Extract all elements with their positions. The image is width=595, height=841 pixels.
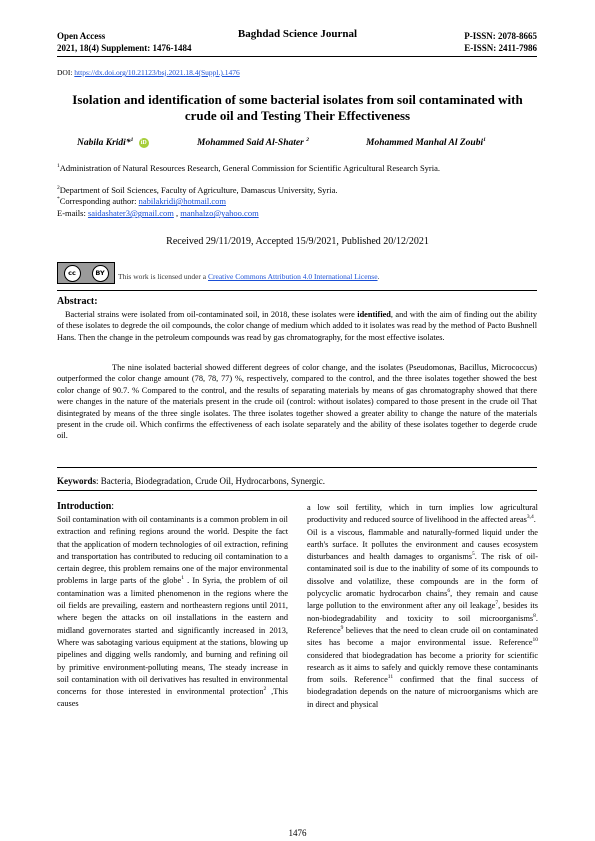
author-3 <box>366 138 486 148</box>
author-2 <box>197 138 309 148</box>
ref-sup-5: 5 <box>472 551 475 558</box>
license-rule <box>57 290 537 291</box>
intro-right-p2-b: . The risk of oil-contaminated soil is due to the inability of some of its compounds to dissolve and volatilize, these compounds are in the form of polycyclic aromatic hydrocarbon chains <box>307 552 538 599</box>
header-right <box>464 30 537 54</box>
volume-info: 2021, 18(4) Supplement: 1476-1484 <box>57 43 192 53</box>
open-access-label: Open Access <box>57 31 106 41</box>
affiliation-1-sup: 1 <box>57 163 60 170</box>
keywords-text: : Bacteria, Biodegradation, Crude Oil, Hydrocarbons, Synergic. <box>96 476 326 486</box>
abstract-rule <box>57 467 537 468</box>
affiliation-2-text: Department of Soil Sciences, Faculty of Agriculture, Damascus University, Syria. <box>59 185 338 195</box>
author-2-sup: 2 <box>306 136 309 143</box>
affiliation-1-text: Administration of Natural Resources Research, General Commission for Scientific Agricultural Research Syria. <box>59 163 441 173</box>
corr-sup: * <box>57 196 60 203</box>
author-2-name: Mohammed Said Al-Shater <box>197 138 304 148</box>
corresponding-author <box>57 196 477 207</box>
affiliation-1 <box>57 163 477 174</box>
intro-left-b: . In Syria, the problem of oil contamination was a limited phenomenon in the regions where the oil fields are prevailing, eastern and northeastern regions until 2011, where begen the attacks on oil installations in the eastern and midland governorates started and significantly increased in 2013, Where was sabotaging various equipment at the stations, blowing up pipelines and digging wells randomly, and burning and refining oil by primitive environment-polluting means, The steady increase in soil contamination with oil derivatives has resulted in environmental concerns for those interested in environmental protection <box>57 576 288 697</box>
intro-left-column <box>57 514 288 711</box>
author-1-name: Nabila Kridi* <box>77 138 131 149</box>
intro-right-paragraph-1 <box>307 502 538 527</box>
license-text-prefix: This work is licensed under a <box>118 272 208 281</box>
emails-label: E-mails: <box>57 208 88 218</box>
ref-sup-7: 7 <box>495 600 499 607</box>
orcid-icon[interactable]: iD <box>140 140 147 146</box>
emails-line <box>57 208 477 219</box>
ref-sup-10: 10 <box>532 637 538 644</box>
intro-right-paragraph-2 <box>307 527 538 711</box>
doi-link[interactable]: https://dx.doi.org/10.21123/bsj.2021.18.4(Suppl.).1476 <box>74 68 240 77</box>
affiliation-2-sup: 2 <box>57 185 60 192</box>
p-issn: P-ISSN: 2078-8665 <box>464 31 537 41</box>
email-separator: , <box>173 208 181 218</box>
introduction-heading-colon: : <box>111 501 115 512</box>
cc-icon: cc <box>64 265 81 282</box>
corr-email-link[interactable]: nabilakridi@hotmail.com <box>138 196 226 206</box>
author-1 <box>77 138 149 148</box>
license-text <box>118 272 379 281</box>
keywords-line <box>57 476 325 486</box>
introduction-heading <box>57 501 114 512</box>
intro-right-p2-e: . Reference <box>307 613 538 635</box>
license-text-end: . <box>377 272 380 281</box>
abstract-p1-b: , and with the aim of finding out the ability of these isolates to degrede the oil compounds, the color change of medium which added to it isolates was read by the method of Pacto Bushnell Hans. Then the change in the petroleum compounds was read by gas chromatography, for the most effective isolates. <box>57 310 537 342</box>
dates-line: Received 29/11/2019, Accepted 15/9/2021, Published 20/12/2021 <box>166 236 429 247</box>
doi-line <box>57 68 240 77</box>
introduction-heading-text: Introduction <box>57 501 112 512</box>
intro-right-p1-sup: 3,4 <box>526 514 534 521</box>
journal-name: Baghdad Science Journal <box>237 28 358 40</box>
intro-right-p2-f: believes that the need to clean crude oil on contaminated sites has become a major environmental issue. Reference <box>307 625 538 648</box>
ref-sup-6: 6 <box>447 588 451 595</box>
cc-license-badge[interactable] <box>57 262 115 284</box>
abstract-paragraph-2: The nine isolated bacterial showed different degrees of color change, and the isolates (Pseudomonas, Bacillus, Micrococcus) outperformed the color change amount (78, 78, 77) %, respectively, compared to the control, and the three isolates together showed the best color change of 90.7. % Compared to the control, and the results of separating materials by means of gas chromatography showed that there were changes in the nature of the materials present in the crude oil (control: without isolates) compared to those present in the crude oil That disintegrated by means of the three single isolates. The three isolates together showed a greater ability to change the nature of the materials present in the crude oil. Which confirms the effectiveness of each isolate separately and the ability of these isolates together to degerde crude oil. <box>57 363 537 441</box>
ref-sup-11: 11 <box>387 674 394 681</box>
abstract-p1-a: Bacterial strains were isolated from oil-contaminated soil, in 2018, these isolates were <box>65 310 358 319</box>
intro-left-sup-1: 1 <box>181 575 184 582</box>
page-number: 1476 <box>288 828 307 838</box>
intro-right-p1-b: . <box>533 515 536 525</box>
keywords-rule <box>57 490 537 491</box>
abstract-heading: Abstract: <box>57 296 98 307</box>
license-link[interactable]: Creative Commons Attribution 4.0 International License <box>207 272 378 281</box>
paper-title: Isolation and identification of some bacterial isolates from soil contaminated with crude oil and Testing Their Effectiveness <box>72 92 523 123</box>
author-3-sup: 1 <box>483 136 486 143</box>
intro-left-paragraph <box>57 514 288 711</box>
intro-right-p2-h: confirmed that the final success of biodegradation depends on the nature of microorganisms which are in direct and physical <box>307 675 538 709</box>
abstract-p1-bold: identified <box>357 310 391 319</box>
intro-right-p2-c: , they remain and cause large pollution to the environment after any oil leakage <box>307 589 538 611</box>
author-1-sup: 1 <box>130 137 134 144</box>
intro-right-p1-a: a low soil fertility, which in turn implies low agricultural productivity and reduced source of livelihood in the affected areas <box>307 503 538 525</box>
intro-right-column <box>307 502 538 711</box>
ref-sup-9: 9 <box>340 625 344 632</box>
ref-sup-8: 8 <box>533 612 536 619</box>
email-3-link[interactable]: manhalzo@yahoo.com <box>180 208 259 218</box>
intro-left-sup-2: 2 <box>263 686 267 693</box>
keywords-label: Keywords <box>57 476 96 486</box>
intro-right-p2-g: considered that biodegradation has become a priority for scientific research as it aims to safely and quickly remove these contaminants from soils. Reference <box>307 650 538 685</box>
affiliation-2 <box>57 185 477 196</box>
intro-left-c: ,This causes <box>57 687 288 709</box>
email-2-link[interactable]: saidashater3@gmail.com <box>87 208 174 218</box>
author-3-name: Mohammed Manhal Al Zoubi <box>366 138 484 148</box>
header-rule <box>57 56 537 57</box>
by-icon: BY <box>92 265 109 282</box>
abstract-paragraph-1 <box>57 309 537 343</box>
intro-right-p2-d: , besides its non-biodegradability and toxicity to soil microorganisms <box>307 601 538 623</box>
intro-right-p2-a: Oil is a viscous, flammable and naturally-formed liquid under the earth's surface. It pollutes the environment and causes ecosystem disturbances and health damages to organisms <box>307 527 538 562</box>
corr-label: Corresponding author: <box>59 196 139 206</box>
intro-left-a: Soil contamination with oil contaminants is a common problem in oil extraction and refining regions around the world. Despite the fact that the application of modern technologies of oil extraction, refining and transportation has contributed to reducing oil contamination to a certain degree, this problem remains one of the major environmental problems in large parts of the globe <box>57 515 288 586</box>
doi-label: DOI: <box>57 68 75 77</box>
e-issn: E-ISSN: 2411-7986 <box>464 43 537 53</box>
